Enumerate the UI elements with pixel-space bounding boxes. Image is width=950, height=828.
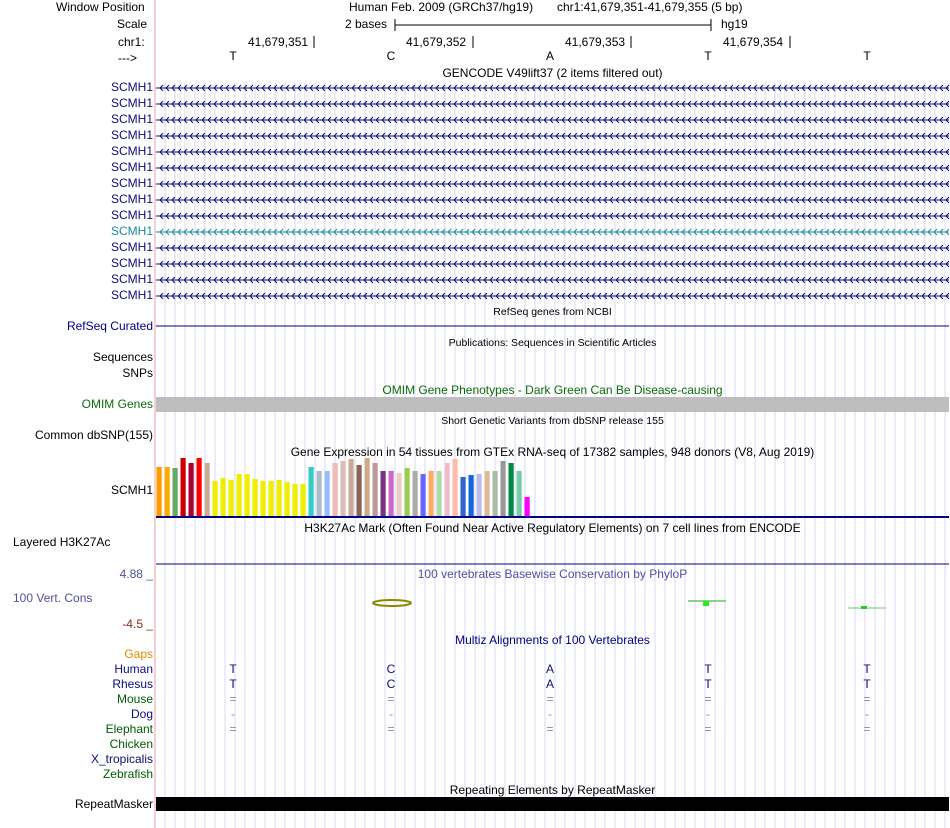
gencode-transcript[interactable] [156, 133, 949, 139]
sequences-label[interactable]: Sequences [92, 350, 153, 364]
gtex-tissue-bar[interactable] [165, 467, 170, 516]
gaps-label[interactable]: Gaps [124, 647, 153, 661]
gtex-tissue-bar[interactable] [205, 463, 210, 516]
multiz-base: - [706, 707, 710, 721]
coord-3: 41,679,353 [565, 35, 626, 49]
gtex-tissue-bar[interactable] [213, 481, 218, 516]
gtex-tissue-bar[interactable] [301, 484, 306, 516]
gtex-tissue-bar[interactable] [277, 480, 282, 516]
gencode-transcript[interactable] [156, 213, 949, 219]
gtex-tissue-bar[interactable] [469, 475, 474, 516]
multiz-base: A [545, 662, 554, 676]
multiz-base: C [386, 677, 396, 691]
gtex-tissue-bar[interactable] [445, 463, 450, 516]
gtex-tissue-bar[interactable] [189, 463, 194, 516]
chrom-label: chr1: [118, 35, 145, 49]
multiz-base: = [704, 722, 712, 736]
coord-4: 41,679,354 [723, 35, 784, 49]
phylop-min: -4.5 _ [122, 617, 153, 631]
gtex-tissue-bar[interactable] [341, 461, 346, 516]
refseq-title: RefSeq genes from NCBI [493, 306, 612, 318]
multiz-species-label[interactable]: Elephant [105, 722, 153, 736]
phylop-max: 4.88 _ [119, 567, 153, 581]
repeatmasker-bar[interactable] [156, 797, 949, 811]
gtex-tissue-bar[interactable] [285, 482, 290, 516]
base-1: T [229, 49, 237, 63]
multiz-base: = [863, 722, 871, 736]
phylop-score-glyph [703, 601, 709, 606]
scale-label: Scale [117, 17, 148, 31]
gtex-tissue-bar[interactable] [333, 463, 338, 516]
h3k27ac-title: H3K27Ac Mark (Often Found Near Active Regulatory Elements) on 7 cell lines from ENCODE [304, 521, 801, 535]
gencode-gene-label[interactable]: SCMH1 [110, 96, 153, 110]
gtex-tissue-bar[interactable] [381, 471, 386, 516]
gencode-gene-label[interactable]: SCMH1 [110, 160, 153, 174]
gtex-tissue-bar[interactable] [405, 468, 410, 516]
gtex-tissue-bar[interactable] [485, 471, 490, 516]
gencode-gene-label[interactable]: SCMH1 [110, 192, 153, 206]
gencode-transcript[interactable] [156, 261, 949, 267]
gtex-tissue-bar[interactable] [525, 497, 530, 516]
phylop-title: 100 vertebrates Basewise Conservation by PhyloP [417, 567, 688, 581]
multiz-species-label[interactable]: Zebrafish [102, 767, 153, 781]
gtex-tissue-bar[interactable] [493, 471, 498, 516]
multiz-base: = [704, 692, 712, 706]
gtex-tissue-bar[interactable] [197, 458, 202, 516]
multiz-species-label[interactable]: Human [114, 662, 153, 676]
multiz-base: = [387, 722, 395, 736]
multiz-base: T [863, 677, 871, 691]
multiz-title: Multiz Alignments of 100 Vertebrates [455, 633, 650, 647]
multiz-species-label[interactable]: Chicken [109, 737, 153, 751]
repeatmasker-title: Repeating Elements by RepeatMasker [449, 783, 656, 797]
gtex-tissue-bar[interactable] [517, 471, 522, 516]
gencode-transcript[interactable] [156, 85, 949, 91]
gencode-gene-label[interactable]: SCMH1 [110, 176, 153, 190]
gtex-tissue-bar[interactable] [357, 465, 362, 516]
base-2: C [386, 49, 396, 63]
multiz-base: = [546, 722, 554, 736]
gencode-gene-label[interactable]: SCMH1 [110, 272, 153, 286]
multiz-base: = [229, 722, 237, 736]
multiz-base: C [386, 662, 396, 676]
gtex-tissue-bar[interactable] [365, 458, 370, 516]
gtex-tissue-bar[interactable] [461, 477, 466, 516]
gtex-tissue-bar[interactable] [317, 471, 322, 516]
multiz-species-label[interactable]: Dog [130, 707, 153, 721]
publications-title: Publications: Sequences in Scientific Articles [448, 337, 657, 349]
gtex-tissue-bar[interactable] [397, 473, 402, 516]
gtex-tissue-bar[interactable] [181, 458, 186, 516]
gtex-tissue-bar[interactable] [477, 474, 482, 516]
gtex-tissue-bar[interactable] [309, 467, 314, 516]
gencode-gene-label[interactable]: SCMH1 [110, 128, 153, 142]
h3k27ac-label[interactable]: Layered H3K27Ac [13, 535, 111, 549]
multiz-base: = [387, 692, 395, 706]
base-3: A [545, 49, 554, 63]
omim-title: OMIM Gene Phenotypes - Dark Green Can Be Disease-causing [382, 383, 723, 397]
gencode-gene-label[interactable]: SCMH1 [110, 224, 153, 238]
multiz-base: - [231, 707, 235, 721]
gtex-gene-label[interactable]: SCMH1 [110, 483, 153, 497]
strand-label: ---> [118, 51, 137, 65]
gencode-transcript[interactable] [156, 277, 949, 283]
position-readout: chr1:41,679,351-41,679,355 (5 bp) [557, 0, 743, 14]
assembly-title: Human Feb. 2009 (GRCh37/hg19) [349, 0, 534, 14]
coord-1: 41,679,351 [248, 35, 309, 49]
gtex-tissue-bar[interactable] [269, 481, 274, 516]
gencode-transcript[interactable] [156, 229, 949, 235]
multiz-base: - [865, 707, 869, 721]
gtex-tissue-bar[interactable] [373, 463, 378, 516]
phylop-score-glyph [861, 606, 867, 609]
gencode-gene-label[interactable]: SCMH1 [110, 240, 153, 254]
multiz-base: - [389, 707, 393, 721]
multiz-base: = [546, 692, 554, 706]
snps-label[interactable]: SNPs [122, 366, 153, 380]
multiz-base: = [229, 692, 237, 706]
gtex-tissue-bar[interactable] [229, 480, 234, 516]
omim-label[interactable]: OMIM Genes [81, 397, 153, 411]
gencode-gene-label[interactable]: SCMH1 [110, 288, 153, 302]
multiz-base: T [863, 662, 871, 676]
multiz-species-label[interactable]: X_tropicalis [90, 752, 153, 766]
gtex-tissue-bar[interactable] [261, 481, 266, 516]
gtex-tissue-bar[interactable] [157, 467, 162, 516]
gtex-tissue-bar[interactable] [413, 471, 418, 516]
gtex-tissue-bar[interactable] [221, 478, 226, 516]
gtex-tissue-bar[interactable] [389, 471, 394, 516]
multiz-species-label[interactable]: Rhesus [112, 677, 153, 691]
scale-text: 2 bases [345, 17, 388, 31]
gencode-gene-label[interactable]: SCMH1 [110, 256, 153, 270]
gtex-tissue-bar[interactable] [429, 471, 434, 516]
refseq-label[interactable]: RefSeq Curated [66, 319, 153, 333]
coord-2: 41,679,352 [406, 35, 467, 49]
gtex-tissue-bar[interactable] [237, 474, 242, 516]
gtex-tissue-bar[interactable] [437, 471, 442, 516]
window-position-label: Window Position [56, 0, 145, 14]
omim-bar[interactable] [156, 397, 949, 412]
gtex-tissue-bar[interactable] [421, 474, 426, 516]
gtex-title: Gene Expression in 54 tissues from GTEx RNA-seq of 17382 samples, 948 donors (V8, Aug 2019) [290, 445, 815, 459]
gtex-tissue-bar[interactable] [509, 463, 514, 516]
multiz-base: T [229, 662, 237, 676]
base-4: T [704, 49, 712, 63]
gtex-tissue-bar[interactable] [253, 479, 258, 516]
gencode-transcript[interactable] [156, 101, 949, 107]
dbsnp-label[interactable]: Common dbSNP(155) [34, 428, 153, 442]
gencode-transcript[interactable] [156, 117, 949, 123]
gtex-tissue-bar[interactable] [325, 471, 330, 516]
multiz-base: T [229, 677, 237, 691]
gtex-tissue-bar[interactable] [293, 484, 298, 516]
gtex-tissue-bar[interactable] [453, 459, 458, 516]
gtex-tissue-bar[interactable] [349, 459, 354, 516]
multiz-species-label[interactable]: Mouse [116, 692, 153, 706]
gencode-transcript[interactable] [156, 181, 949, 187]
gencode-transcript[interactable] [156, 293, 949, 299]
multiz-base: T [704, 677, 712, 691]
db-label: hg19 [721, 17, 748, 31]
phylop-label[interactable]: 100 Vert. Cons [13, 591, 93, 605]
gencode-gene-label[interactable]: SCMH1 [110, 144, 153, 158]
gencode-transcript[interactable] [156, 245, 949, 251]
multiz-base: T [704, 662, 712, 676]
base-5: T [863, 49, 871, 63]
gtex-tissue-bar[interactable] [501, 461, 506, 516]
dbsnp-title: Short Genetic Variants from dbSNP release 155 [441, 415, 664, 427]
gencode-transcript[interactable] [156, 149, 949, 155]
gtex-tissue-bar[interactable] [173, 468, 178, 516]
multiz-base: = [863, 692, 871, 706]
gencode-transcript[interactable] [156, 165, 949, 171]
phylop-score-glyph [373, 600, 411, 606]
gencode-gene-label[interactable]: SCMH1 [110, 80, 153, 94]
multiz-base: A [545, 677, 554, 691]
gencode-gene-label[interactable]: SCMH1 [110, 112, 153, 126]
gencode-title[interactable]: GENCODE V49lift37 (2 items filtered out) [442, 66, 663, 80]
gencode-gene-label[interactable]: SCMH1 [110, 208, 153, 222]
gencode-transcript[interactable] [156, 197, 949, 203]
multiz-base: - [548, 707, 552, 721]
gtex-tissue-bar[interactable] [245, 474, 250, 516]
repeatmasker-label[interactable]: RepeatMasker [74, 797, 153, 811]
